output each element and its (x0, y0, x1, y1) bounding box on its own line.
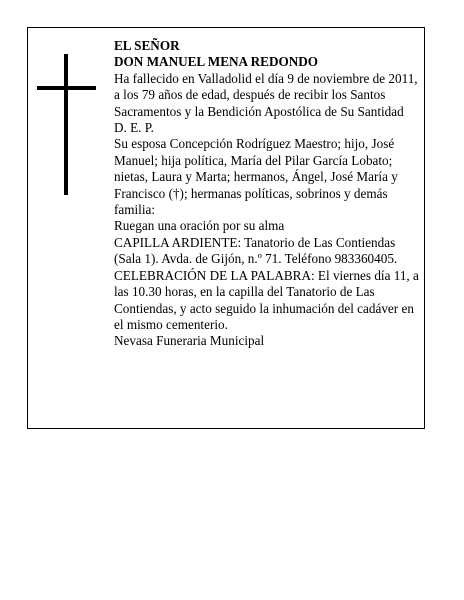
obituary-text (114, 38, 419, 350)
cross-horizontal-bar (37, 86, 96, 90)
prayer-request: Ruegan una oración por su alma (114, 218, 285, 234)
rip-line: D. E. P. (114, 120, 154, 136)
celebration-info: CELEBRACIÓN DE LA PALABRA: El viernes día 11, a las 10.30 horas, en la capilla del Tanatorio de Las Contiendas, y acto seguido la inhumación del cadáver en el mismo cementerio. (114, 267, 419, 332)
title-line-1: EL SEÑOR (114, 38, 180, 53)
family-list: Su esposa Concepción Rodríguez Maestro; hijo, José Manuel; hija política, María del Pilar García Lobato; nietas, Laura y Marta; hermanos, Ángel, José María y Francisco (†); hermanas políticas, sobrinos y demás familia: (114, 136, 398, 218)
funeral-home: Nevasa Funeraria Municipal (114, 333, 265, 349)
cross-vertical-bar (64, 54, 68, 195)
chapel-info: CAPILLA ARDIENTE: Tanatorio de Las Contiendas (Sala 1). Avda. de Gijón, n.º 71. Teléfono 983360405. (114, 234, 398, 267)
death-info: Ha fallecido en Valladolid el día 9 de noviembre de 2011, a los 79 años de edad, después de recibir los Santos Sacramentos y la Bendición Apostólica de Su Santidad (114, 70, 418, 119)
deceased-name: DON MANUEL MENA REDONDO (114, 54, 319, 70)
